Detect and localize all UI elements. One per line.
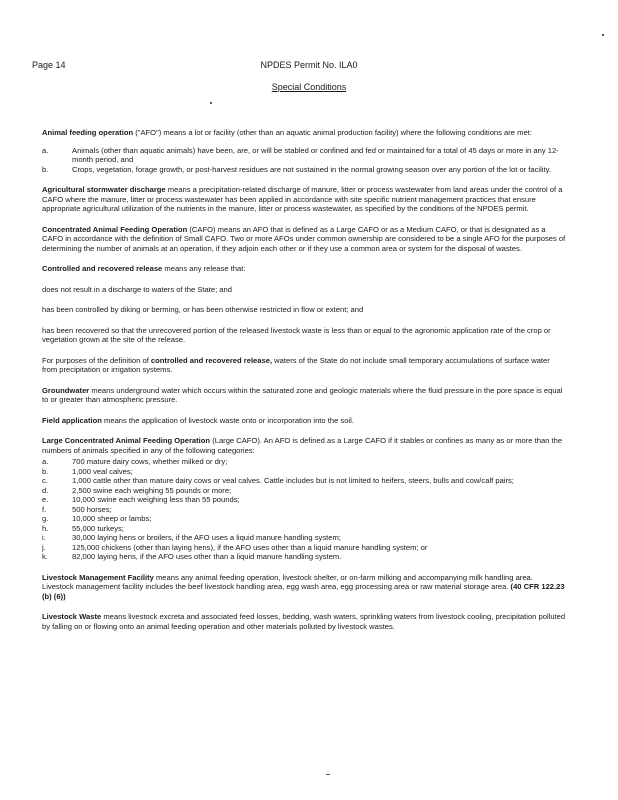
definition-groundwater: Groundwater means underground water which occurs within the saturated zone and geologic materials where the fluid pressure in the pore space is equal to or greater than atmospheric pressure. [42,385,563,404]
release-condition: does not result in a discharge to waters of the State; and [42,284,232,294]
definition-cafo: Concentrated Animal Feeding Operation (CAFO) means an AFO that is defined as a Large CAFO or as a Medium CAFO, or that is designated as a CAFO in accordance with the definition of Small CAFO. Two or more AFOs under common ownership are considered to be a single AFO for the purposes of determining the number of animals at an operation, if they adjoin each other or if they use a common area or system for the disposal of wastes. [42,224,566,253]
release-note: For purposes of the definition of controlled and recovered release, waters of the State do not include small temporary accumulations of surface water from precipitation or irrigation systems. [42,355,550,374]
permit-number: NPDES Permit No. ILA0 [260,60,358,70]
animal-threshold-list [42,457,566,562]
definition-livestock-facility: Livestock Management Facility means any animal feeding operation, livestock shelter, or on-farm milking and accompanying milk handling area. Livestock management facility includes the beef livestock handling area, egg wash area, egg processing area or raw material storage area. (40 CFR 122.23 (b) (6)) [42,572,565,601]
list-item: b. 1,000 veal calves; [42,466,133,476]
definition-afo [42,128,566,174]
release-condition: has been controlled by diking or berming, or has been otherwise restricted in flow or extent; and [42,305,364,314]
list-item: g. 10,000 sheep or lambs; [42,514,152,523]
list-item: h. 55,000 turkeys; [42,523,124,533]
definition-field-application: Field application means the application of livestock waste onto or incorporation into the soil. [42,415,354,425]
release-condition: has been recovered so that the unrecovered portion of the released livestock waste is less than or equal to the agronomic application rate of the crop or vegetation grown at the site of the release. [42,325,551,344]
list-item: f. 500 horses; [42,504,112,514]
definition-ag-stormwater: Agricultural stormwater discharge means a precipitation-related discharge of manure, litter or process wastewater from land areas under the control of a CAFO where the manure, litter or process wastewater has been applied in accordance with site specific nutrient management practices that ensure appropriate agricultural utilization of the nutrients in the manure, litter or process wastewater, as specified by the conditions of the NPDES permit. [42,185,563,213]
list-item: k. 82,000 laying hens, if the AFO uses other than a liquid manure handling system. [42,552,342,561]
list-item: a. 700 mature dairy cows, whether milked or dry; [42,457,228,466]
list-item: b. Crops, vegetation, forage growth, or post-harvest residues are not sustained in the normal growing season over any portion of the lot or facility. [42,164,551,174]
scan-speck [326,774,330,775]
section-title: Special Conditions [271,82,347,92]
definition-text: ("AFO") means a lot or facility (other than an aquatic animal production facility) where the following conditions are met: [133,128,532,137]
definition-controlled-release: Controlled and recovered release means any release that: [42,264,246,273]
condition-list [42,146,566,175]
scan-speck [602,34,604,36]
list-item: d. 2,500 swine each weighing 55 pounds or more; [42,485,232,495]
list-item: e. 10,000 swine each weighing less than 55 pounds; [42,495,240,504]
page-number: Page 14 [32,60,66,70]
definition-term: Animal feeding operation [42,128,134,137]
definition-livestock-waste: Livestock Waste means livestock excreta and associated feed losses, bedding, wash waters, sprinkling waters from livestock cooling, precipitation polluted by falling on or flowing onto an animal feeding operation and other materials polluted by livestock wastes. [42,612,566,631]
list-item: j. 125,000 chickens (other than laying hens), if the AFO uses other than a liquid manure handling system; or [42,542,428,552]
definition-large-cafo: Large Concentrated Animal Feeding Operation (Large CAFO). An AFO is defined as a Large CAFO if it stables or confines as many as or more than the numbers of animals specified in any of the following categories: a. 700 mature dairy cows, whether milked or dry; b. 1,000 veal calves; c. 1,000 cattle other than mature dairy cows or veal calves. Cattle includes but is not limited to heifers, steers, bulls and cow/calf pairs; d. 2,500 swine each weighing 55 pounds or more; e. 10,000 swine each weighing less than 55 pounds; f. 500 horses; g. 10,000 sheep or lambs; h. 55,000 turkeys; i. 30,000 laying hens or broilers, if the AFO uses a liquid manure handling system; j. 125,000 chickens (other than laying hens), if the AFO uses other than a liquid manure handling system; or k. 82,000 laying hens, if the AFO uses other than a liquid manure handling system. [42,436,566,562]
list-item: i. 30,000 laying hens or broilers, if the AFO uses a liquid manure handling system; [42,533,341,542]
scan-speck [210,102,212,104]
definitions-body [42,128,566,642]
list-item: a. Animals (other than aquatic animals) have been, are, or will be stabled or confined and fed or maintained for a total of 45 days or more in any 12-month period, and [42,145,559,164]
list-item: c. 1,000 cattle other than mature dairy cows or veal calves. Cattle includes but is not limited to heifers, steers, bulls and cow/calf pairs; [42,476,514,485]
